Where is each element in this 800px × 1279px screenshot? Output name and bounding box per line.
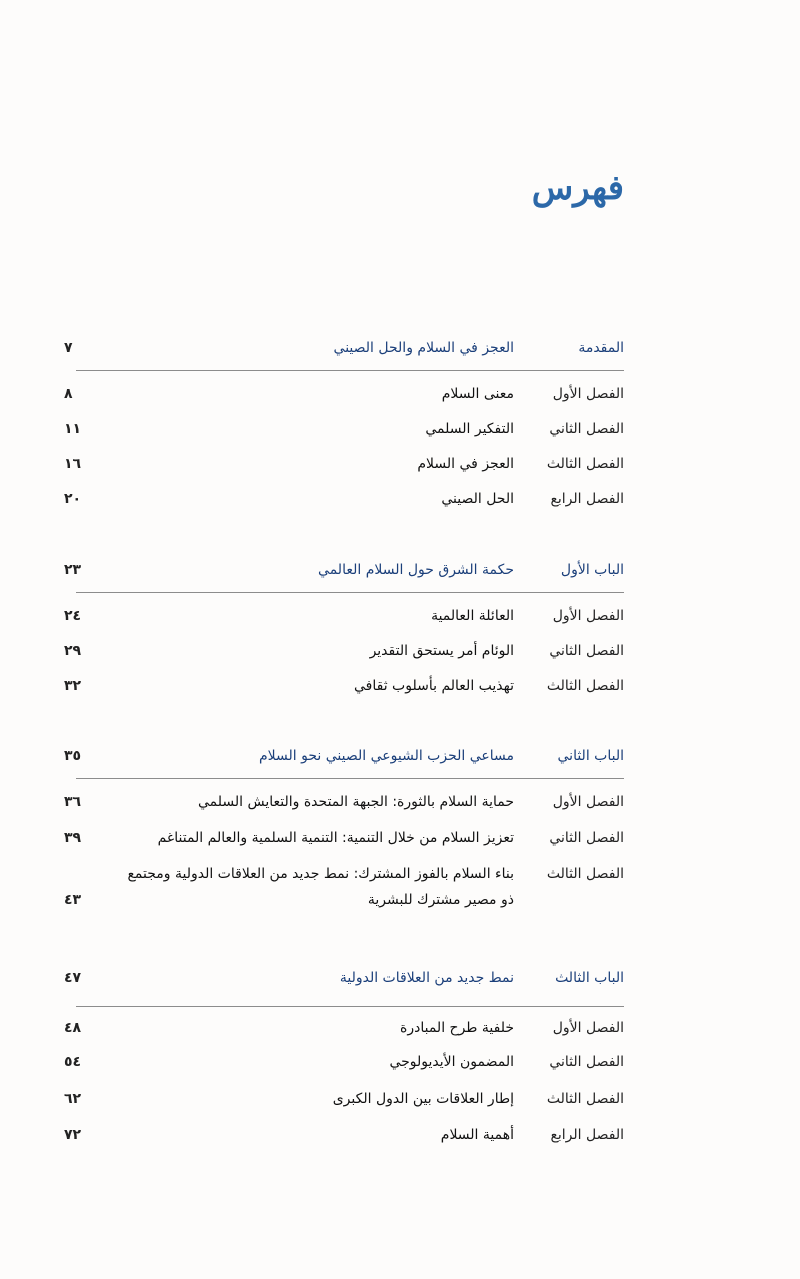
page-number: ٢٠ xyxy=(64,491,82,507)
chapter-label: الفصل الثالث xyxy=(546,866,624,882)
page-number: ١٦ xyxy=(64,456,82,472)
chapter-label: الفصل الأول xyxy=(552,1020,624,1036)
page-number: ٤٨ xyxy=(64,1020,82,1036)
chapter-label: الفصل الثاني xyxy=(549,1054,624,1070)
section-label: الباب الثالث xyxy=(555,970,624,986)
section-divider xyxy=(76,778,624,779)
page-number: ٤٣ xyxy=(64,892,82,908)
toc-entry[interactable] xyxy=(0,421,800,447)
section-divider xyxy=(76,592,624,593)
section-title: نمط جديد من العلاقات الدولية xyxy=(339,970,514,986)
page-number: ١١ xyxy=(64,421,82,437)
toc-entry[interactable] xyxy=(0,866,800,922)
section-label: الباب الثاني xyxy=(557,748,624,764)
section-header[interactable] xyxy=(0,340,800,366)
chapter-label: الفصل الثاني xyxy=(549,643,624,659)
toc-entry[interactable] xyxy=(0,830,800,856)
page-number: ٥٤ xyxy=(64,1054,82,1070)
page-title: فهرس xyxy=(531,168,624,208)
page-number: ٢٩ xyxy=(64,643,82,659)
page-number: ٦٢ xyxy=(64,1091,82,1107)
chapter-title: خلفية طرح المبادرة xyxy=(400,1020,514,1036)
section-header[interactable] xyxy=(0,748,800,774)
chapter-label: الفصل الثاني xyxy=(549,830,624,846)
toc-entry[interactable] xyxy=(0,1127,800,1153)
chapter-title: إطار العلاقات بين الدول الكبرى xyxy=(332,1091,514,1107)
chapter-label: الفصل الأول xyxy=(552,386,624,402)
toc-entry[interactable] xyxy=(0,386,800,412)
page-number: ٨ xyxy=(64,386,73,402)
chapter-label: الفصل الثالث xyxy=(546,678,624,694)
page-number: ٣٩ xyxy=(64,830,82,846)
chapter-title: حماية السلام بالثورة: الجبهة المتحدة والتعايش السلمي xyxy=(198,794,514,810)
toc-entry[interactable] xyxy=(0,643,800,669)
chapter-title: معنى السلام xyxy=(441,386,514,402)
chapter-label: الفصل الأول xyxy=(552,794,624,810)
chapter-label: الفصل الأول xyxy=(552,608,624,624)
chapter-title: تهذيب العالم بأسلوب ثقافي xyxy=(354,678,514,694)
chapter-label: الفصل الثالث xyxy=(546,456,624,472)
page-number: ٣٥ xyxy=(64,748,82,764)
chapter-title: العائلة العالمية xyxy=(431,608,514,624)
toc-entry[interactable] xyxy=(0,678,800,704)
chapter-title: بناء السلام بالفوز المشترك: نمط جديد من العلاقات الدولية ومجتمع xyxy=(127,866,514,882)
page-number: ٧٢ xyxy=(64,1127,82,1143)
chapter-title: العجز في السلام xyxy=(417,456,514,472)
chapter-title: تعزيز السلام من خلال التنمية: التنمية السلمية والعالم المتناغم xyxy=(157,830,514,846)
section-title: مساعي الحزب الشيوعي الصيني نحو السلام xyxy=(259,748,514,764)
toc-entry[interactable] xyxy=(0,608,800,634)
chapter-title: أهمية السلام xyxy=(440,1127,514,1143)
section-header[interactable] xyxy=(0,562,800,588)
chapter-title-continued: ذو مصير مشترك للبشرية xyxy=(367,892,514,908)
page-number: ٣٢ xyxy=(64,678,82,694)
toc-entry[interactable] xyxy=(0,456,800,482)
page-number: ٣٦ xyxy=(64,794,82,810)
section-label: الباب الأول xyxy=(560,562,624,578)
chapter-label: الفصل الثاني xyxy=(549,421,624,437)
chapter-title: المضمون الأيديولوجي xyxy=(389,1054,514,1070)
section-label: المقدمة xyxy=(578,340,624,356)
chapter-label: الفصل الثالث xyxy=(546,1091,624,1107)
section-divider xyxy=(76,370,624,371)
page-number: ٢٣ xyxy=(64,562,82,578)
toc-entry[interactable] xyxy=(0,1020,800,1046)
chapter-label: الفصل الرابع xyxy=(550,1127,624,1143)
toc-entry[interactable] xyxy=(0,491,800,517)
page-number: ٤٧ xyxy=(64,970,82,986)
toc-entry[interactable] xyxy=(0,794,800,820)
chapter-title: الوئام أمر يستحق التقدير xyxy=(369,643,514,659)
toc-entry[interactable] xyxy=(0,1054,800,1080)
chapter-title: الحل الصيني xyxy=(441,491,514,507)
page-number: ٢٤ xyxy=(64,608,82,624)
section-title: حكمة الشرق حول السلام العالمي xyxy=(318,562,514,578)
toc-entry[interactable] xyxy=(0,1091,800,1117)
page-number: ٧ xyxy=(64,340,73,356)
section-header[interactable] xyxy=(0,970,800,996)
chapter-label: الفصل الرابع xyxy=(550,491,624,507)
section-title: العجز في السلام والحل الصيني xyxy=(333,340,514,356)
chapter-title: التفكير السلمي xyxy=(425,421,514,437)
section-divider xyxy=(76,1006,624,1007)
